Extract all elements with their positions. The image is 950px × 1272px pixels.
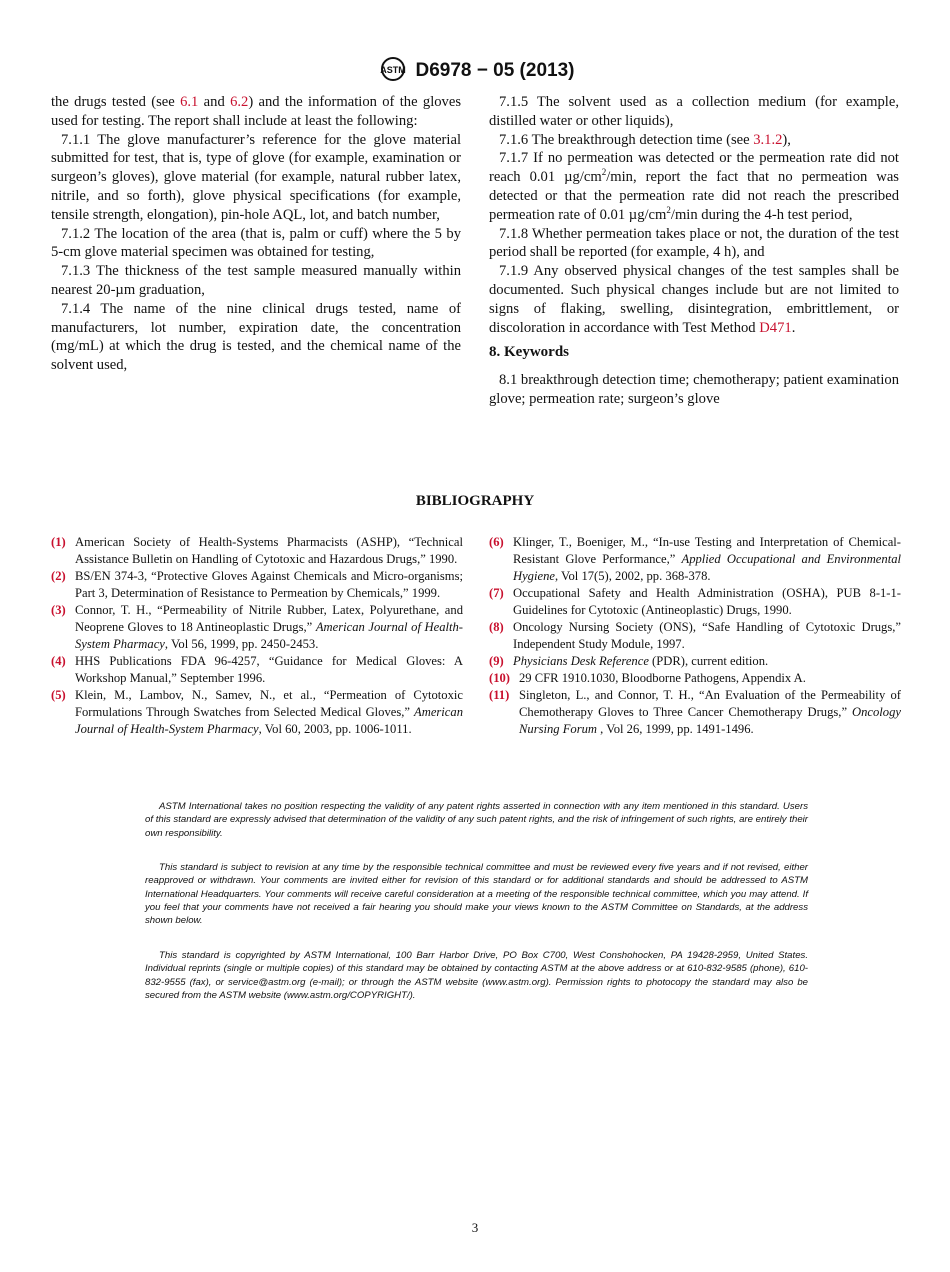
text-run: 7.1.4 The name of the nine clinical drugs tested, name of manufacturers, lot number, expiration date, the concentration (mg/mL) at which the drug is tested, and the chemical name of the solvent used, — [51, 300, 461, 374]
section-link[interactable]: 6.2 — [230, 94, 249, 110]
section-link[interactable]: 3.1.2 — [753, 131, 783, 148]
section-link[interactable]: 6.1 — [180, 94, 199, 110]
text-run: Connor, T. H., “Permeability of Nitrile Rubber, Latex, Polyurethane, and Neoprene Gloves to 18 Antineoplastic Drugs,” — [75, 603, 463, 634]
paragraph — [489, 225, 899, 263]
reference-number[interactable]: (8) — [489, 620, 504, 634]
text-run: 7.1.9 Any observed physical changes of the test samples shall be documented. Such physical changes include but are not limited to signs of flaking, swelling, disintegration, embrittlement, or discoloration in accordance with Test Method — [489, 263, 899, 336]
footer-notice-copyright: This standard is copyrighted by ASTM International, 100 Barr Harbor Drive, PO Box C700, West Conshohocken, PA 19428-2959, United States. Individual reprints (single or multiple copies) of this standard may be obtained by contacting ASTM at the above address or at 610-832-9585 (phone), 610-832-9555 (fax), or service@astm.org (e-mail); or through the ASTM website (www.astm.org). Permission rights to photocopy the standard may also be secured from the ASTM website (www.astm.org/COPYRIGHT/). — [145, 950, 808, 1001]
text-run: /min during the 4-h test period, — [670, 206, 853, 223]
bibliography-entry — [51, 602, 463, 653]
text-run: , Vol 17(5), 2002, pp. 368-378. — [554, 569, 711, 583]
reference-number[interactable]: (1) — [51, 535, 66, 549]
bibliography-entry — [489, 534, 901, 585]
superscript: 2 — [666, 204, 671, 215]
bibliography-left — [51, 534, 463, 738]
bibliography-entry — [489, 585, 901, 619]
page-header — [0, 56, 950, 82]
reference-number[interactable]: (10) — [489, 671, 510, 685]
paragraph — [51, 131, 461, 225]
paragraph — [489, 262, 899, 337]
astm-logo-icon — [376, 56, 410, 82]
paragraph — [51, 93, 461, 131]
text-run: . — [791, 319, 796, 336]
journal-title: American Journal of Health-System Pharmacy — [75, 705, 463, 736]
bibliography-entry — [489, 653, 901, 670]
section-link[interactable]: D471 — [759, 319, 792, 336]
right-column — [489, 93, 899, 409]
bibliography-entry — [51, 568, 463, 602]
text-run: Klein, M., Lambov, N., Samev, N., et al., “Permeation of Cytotoxic Formulations Through Swatches from Selected Medical Gloves,” — [75, 688, 463, 719]
reference-number[interactable]: (9) — [489, 654, 504, 668]
reference-number[interactable]: (2) — [51, 569, 66, 583]
text-run: Klinger, T., Boeniger, M., “In-use Testing and Interpretation of Chemical-Resistant Glove Performance,” — [513, 535, 901, 566]
bibliography-entry — [51, 687, 463, 738]
text-run: Oncology Nursing Society (ONS), “Safe Handling of Cytotoxic Drugs,” Independent Study Module, 1997. — [513, 620, 901, 651]
paragraph — [489, 131, 899, 150]
footer-notice-patent: ASTM International takes no position respecting the validity of any patent rights asserted in connection with any item mentioned in this standard. Users of this standard are expressly advised that determination of the validity of any such patent rights, and the risk of infringement of such rights, are entirely their own responsibility. — [145, 801, 808, 839]
journal-title: American Journal of Health-System Pharmacy — [75, 620, 463, 651]
reference-number[interactable]: (11) — [489, 688, 510, 702]
text-run: , Vol 26, 1999, pp. 1491-1496. — [597, 722, 754, 736]
paragraph — [51, 225, 461, 263]
paragraph — [51, 262, 461, 300]
superscript: 2 — [601, 167, 607, 178]
text-run: HHS Publications FDA 96-4257, “Guidance for Medical Gloves: A Workshop Manual,” September 1996. — [75, 654, 463, 685]
reference-number[interactable]: (3) — [51, 603, 66, 617]
paragraph — [489, 149, 899, 224]
text-run: BS/EN 374-3, “Protective Gloves Against Chemicals and Micro-organisms; Part 3, Determination of Resistance to Permeation by Chemicals,” 1999. — [75, 569, 463, 600]
text-run: 7.1.1 The glove manufacturer’s reference for the glove material submitted for test, that is, type of glove (for example, examination or surgeon’s gloves), glove material (for example, natural rubber latex, nitrile, and so forth), glove physical specifications (for example, tensile strength, elongation), pin-hole AQL, lot, and batch number, — [51, 131, 461, 223]
bibliography-entry — [51, 534, 463, 568]
text-run: , Vol 60, 2003, pp. 1006-1011. — [258, 722, 412, 736]
keywords-text: 8.1 breakthrough detection time; chemotherapy; patient examination glove; permeation rate; surgeon’s glove — [489, 372, 899, 407]
bibliography-entry — [489, 687, 901, 738]
text-run: (PDR), current edition. — [648, 654, 769, 668]
bibliography-right — [489, 534, 901, 738]
page-number: 3 — [471, 1220, 479, 1235]
keywords-heading: 8. Keywords — [489, 344, 569, 361]
journal-title: Applied Occupational and Environmental Hygiene — [513, 552, 901, 583]
text-run: American Society of Health-Systems Pharmacists (ASHP), “Technical Assistance Bulletin on Handling of Cytotoxic and Hazardous Drugs,” 1990. — [75, 535, 463, 566]
text-run: 7.1.7 If no permeation was detected or the permeation rate did not reach 0.01 µg/cm — [489, 150, 899, 186]
svg-text:ASTM: ASTM — [379, 65, 406, 75]
reference-number[interactable]: (7) — [489, 586, 504, 600]
text-run: the drugs tested (see — [51, 94, 181, 110]
reference-number[interactable]: (4) — [51, 654, 66, 668]
bibliography-entry — [489, 670, 901, 687]
text-run: Occupational Safety and Health Administration (OSHA), PUB 8-1-1-Guidelines for Cytotoxic (Antineoplastic) Drugs, 1990. — [513, 586, 901, 617]
reference-number[interactable]: (6) — [489, 535, 504, 549]
text-run: /min, report the fact that no permeation was detected or that the permeation rate did not reach the prescribed permeation rate of 0.01 µg/cm — [489, 169, 899, 223]
text-run: 7.1.6 The breakthrough detection time (see — [499, 131, 754, 148]
text-run: and — [198, 94, 231, 110]
bibliography-heading: BIBLIOGRAPHY — [415, 493, 535, 509]
document-title: D6978 − 05 (2013) — [415, 60, 575, 81]
text-run: ) and the information of the gloves used for testing. The report shall include at least the following: — [51, 94, 461, 129]
journal-title: Physicians Desk Reference — [513, 654, 649, 668]
text-run: 7.1.2 The location of the area (that is, palm or cuff) where the 5 by 5-cm glove material specimen was obtained for testing, — [51, 225, 461, 261]
text-run: 7.1.5 The solvent used as a collection medium (for example, distilled water or other liquids), — [489, 94, 899, 129]
paragraph — [51, 300, 461, 375]
footer-notice-revision: This standard is subject to revision at any time by the responsible technical committee and must be reviewed every five years and if not revised, either reapproved or withdrawn. Your comments are invited either for revision of this standard or for additional standards and should be addressed to ASTM International Headquarters. Your comments will receive careful consideration at a meeting of the responsible technical committee, which you may attend. If you feel that your comments have not received a fair hearing you should make your views known to the ASTM Committee on Standards, at the address shown below. — [145, 862, 808, 927]
text-run: 7.1.3 The thickness of the test sample measured manually within nearest 20-µm graduation, — [51, 263, 461, 298]
journal-title: Oncology Nursing Forum — [519, 705, 901, 736]
text-run: , Vol 56, 1999, pp. 2450-2453. — [164, 637, 319, 651]
reference-number[interactable]: (5) — [51, 688, 66, 702]
text-run: 7.1.8 Whether permeation takes place or not, the duration of the test period shall be reported (for example, 4 h), and — [489, 225, 899, 261]
text-run: ), — [782, 131, 791, 148]
left-column — [51, 93, 461, 375]
bibliography-entry — [489, 619, 901, 653]
text-run: Singleton, L., and Connor, T. H., “An Evaluation of the Permeability of Chemotherapy Gloves to Three Cancer Chemotherapy Drugs,” — [519, 688, 901, 719]
bibliography-entry — [51, 653, 463, 687]
paragraph — [489, 93, 899, 131]
text-run: 29 CFR 1910.1030, Bloodborne Pathogens, Appendix A. — [519, 671, 806, 685]
